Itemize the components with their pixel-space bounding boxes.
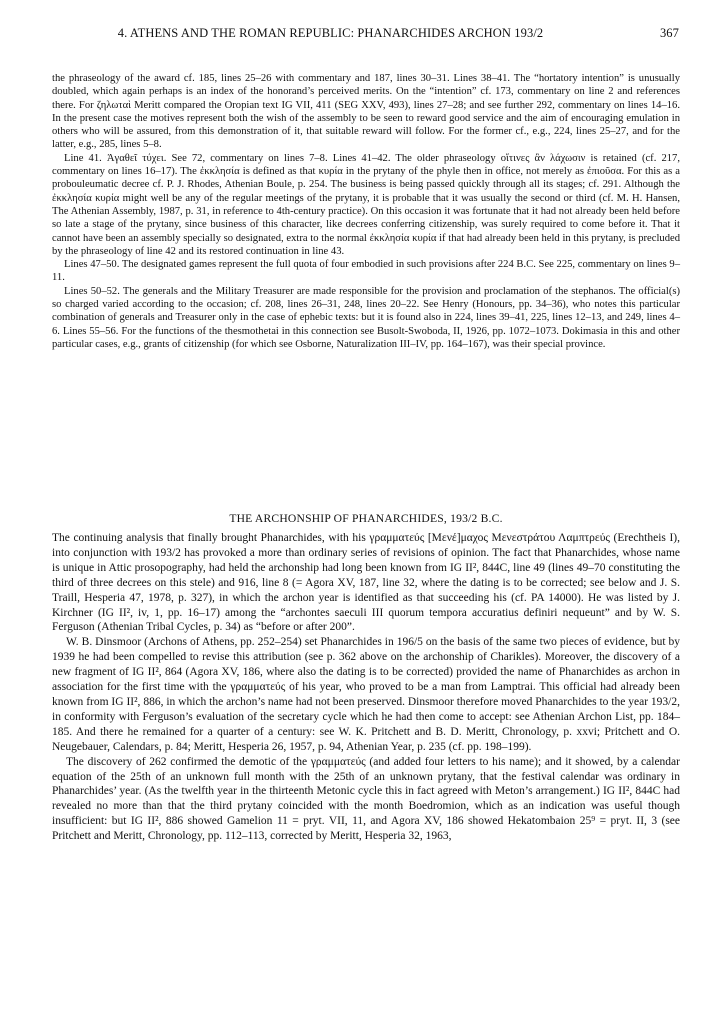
body-paragraph: The discovery of 262 confirmed the demotic of the γραμματεύς (and added four letters to his name); and it showed, by a calendar equation of the 25th of an unknown full month with the 25th of an unknown prytany, that the festival calendar was ordinary in Phanarchides’ year. (As the twelfth year in the thirteenth Metonic cycle this in fact agreed with Meton’s arrangement.) IG II², 844C had revealed no more than that the third prytany coincided with the month Boedromion, which as an indication was useful though insufficient: but IG II², 886 showed Gamelion 11 = pryt. VII, 11, and Agora XV, 186 showed Hekatombaion 25⁹ = pryt. II, 3 (see Pritchett and Meritt, Chronology, pp. 112–113, corrected by Meritt, Hesperia 32, 1963, (52, 755, 680, 843)
main-text (52, 531, 680, 844)
running-head-title: 4. ATHENS AND THE ROMAN REPUBLIC: PHANARCHIDES ARCHON 193/2 (117, 26, 544, 40)
page-number: 367 (659, 26, 679, 40)
note-paragraph: Lines 50–52. The generals and the Military Treasurer are made responsible for the provision and proclamation of the stephanos. The official(s) so charged varied according to the occasion; cf. 208, lines 26–31, 248, lines 20–22. See Henry (Honours, pp. 34–36), who notes this particular combination of generals and Treasurer only in the case of ephebic texts: but it is found also in 224, lines 39–41, 225, lines 12–13, and 249, lines 4–6. Lines 55–56. For the functions of the thesmothetai in this connection see Busolt-Swoboda, II, 1926, pp. 1072–1073. Dokimasia in this and other particular cases, e.g., grants of citizenship (for which see Osborne, Naturalization III–IV, pp. 164–167), was their special province. (52, 285, 680, 350)
note-paragraph: the phraseology of the award cf. 185, lines 25–26 with commentary and 187, lines 30–31. Lines 38–41. The “hortatory intention” is unusually doubled, which again perhaps is an index of the honorand’s perceived merits. On the “intention” cf. 173, commentary on line 2 and references there. For ζηλωταὶ Meritt compared the Oropian text IG VII, 411 (SEG XXV, 493), lines 27–28; and see further 292, commentary on lines 14–16. In the present case the motives represent both the wish of the assembly to be seen to reward good service and the aim of encouraging emulation in others who will be assured, from this demonstration of it, that suitable reward will follow. For the former cf., e.g., 224, lines 25–27, and for the latter, e.g., 285, lines 5–8. (52, 73, 680, 151)
body-paragraph: W. B. Dinsmoor (Archons of Athens, pp. 252–254) set Phanarchides in 196/5 on the basis of the same two pieces of evidence, but by 1939 he had been compelled to revise this attribution (see p. 362 above on the archonship of Charikles). Moreover, the discovery of a new fragment of IG II², 864 (Agora XV, 186, where also the dating is to be corrected) provided the name of Phanarchides as archon in association for the first time with the γραμματεύς of his year, who proved to be a man from Lamptrai. This official had already been known from IG II², 886, in which the archon’s name had not been preserved. Dinsmoor therefore moved Phanarchides to the year 193/2, in conformity with Ferguson’s evaluation of the secretary cycle which he had then come to accept: see Athenian Archon List, pp. 184–185. And there he remained for a quarter of a century: see W. K. Pritchett and B. D. Meritt, Chronology, p. xxvi; Pritchett and O. Neugebauer, Calendars, p. 84; Meritt, Hesperia 26, 1957, p. 94, Athenian Year, p. 235 (cf. pp. 198–199). (52, 636, 680, 753)
commentary-notes (52, 72, 680, 351)
section-heading: THE ARCHONSHIP OF PHANARCHIDES, 193/2 B.C. (229, 512, 503, 525)
body-paragraph: The continuing analysis that finally brought Phanarchides, with his γραμματεύς [Μενέ]μαχος Μενεστράτου Λαμπτρεύς (Erechtheis I), into conjunction with 193/2 has provoked a more than ordinary series of revisions of opinion. The fact that Phanarchides, whose name is unique in Attic prosopography, had held the archonship had long been known from IG II², 844C, line 49 (lines 49–70 constituting the third of three decrees on this stele) and 916, line 8 (= Agora XV, 187, line 32, where the dating is to be corrected; see below and J. S. Traill, Hesperia 47, 1978, p. 327), in which the archon year is identified as that succeeding his (cf. PA 14000). He was listed by J. Kirchner (IG II², iv, 1, pp. 16–17) among the “archontes saeculi III quorum tempora accuratius definiri nequeunt” and by W. S. Ferguson (Athenian Tribal Cycles, p. 34) as “before or after 200”. (52, 532, 680, 634)
note-paragraph: Line 41. Ἀγαθεῖ τύχει. See 72, commentary on lines 7–8. Lines 41–42. The older phraseology οἵτινες ἂν λάχωσιν is retained (cf. 217, commentary on lines 16–17). The ἐκκλησία is defined as that κυρία in the prytany of the phyle then in office, not merely as ἐπιοῦσα. For this as a probouleumatic decree cf. P. J. Rhodes, Athenian Boule, p. 254. The business is being passed quickly through all its stages; cf. 291. Although the ἐκκλησία κυρία might well be any of the regular meetings of the prytany, it is probable that it was usually the second or third (cf. M. H. Hansen, The Athenian Assembly, 1987, p. 31, in reference to 4th-century practice). On this occasion it was fortunate that it had not already been held before so late a stage of the prytany, since business of this character, like decrees conferring citizenship, was surely required to come before it. That it cannot have been an assembly specially so designated, extra to the normal ἐκκλησία κυρία if that had already been held in this prytany, is precluded by the phraseology of line 42 and its restored continuation in line 43. (52, 152, 680, 257)
running-head (52, 26, 679, 48)
note-paragraph: Lines 47–50. The designated games represent the full quota of four embodied in such provisions after 224 B.C. See 225, commentary on lines 9–11. (52, 259, 680, 284)
